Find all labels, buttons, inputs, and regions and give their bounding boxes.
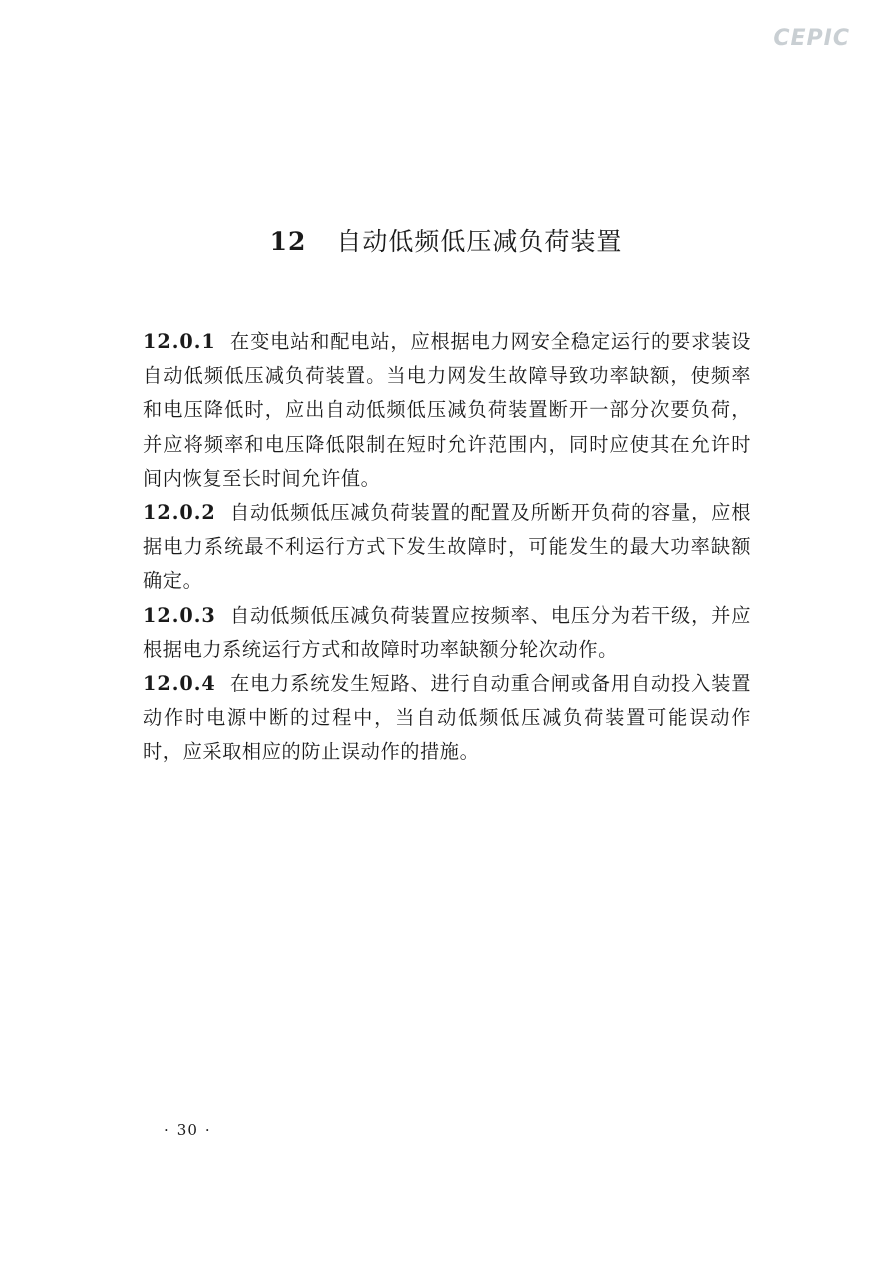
clause-text: 在电力系统发生短路、进行自动重合闸或备用自动投入装置动作时电源中断的过程中，当自动低频低压减负荷装置可能误动作时，应采取相应的防止误动作的措施。	[143, 672, 751, 764]
chapter-title	[0, 222, 892, 258]
clause-12-0-1	[143, 325, 751, 496]
clause-text: 自动低频低压减负荷装置的配置及所断开负荷的容量，应根据电力系统最不利运行方式下发生故障时，可能发生的最大功率缺额确定。	[143, 501, 751, 593]
clause-12-0-3	[143, 599, 751, 667]
clause-number: 12.0.3	[143, 603, 216, 627]
clause-text: 在变电站和配电站，应根据电力网安全稳定运行的要求装设自动低频低压减负荷装置。当电力网发生故障导致功率缺额，使频率和电压降低时，应出自动低频低压减负荷装置断开一部分次要负荷，并应将频率和电压降低限制在短时允许范围内，同时应使其在允许时间内恢复至长时间允许值。	[143, 330, 751, 490]
clause-text: 自动低频低压减负荷装置应按频率、电压分为若干级，并应根据电力系统运行方式和故障时功率缺额分轮次动作。	[143, 603, 751, 661]
page-number	[157, 1121, 218, 1139]
chapter-number: 12	[269, 227, 307, 256]
clause-12-0-2	[143, 496, 751, 599]
clause-12-0-4	[143, 667, 751, 770]
clause-number: 12.0.4	[143, 672, 216, 696]
chapter-title-text: 自动低频低压减负荷装置	[336, 227, 623, 256]
clause-number: 12.0.1	[143, 330, 216, 353]
page-number-dot-right: ·	[204, 1121, 211, 1139]
clause-list	[143, 325, 751, 770]
cepic-watermark-logo: CEPIC	[773, 26, 850, 51]
clause-number: 12.0.2	[143, 501, 216, 525]
page-number-value: 30	[176, 1121, 198, 1139]
page-number-dot-left: ·	[164, 1121, 170, 1139]
